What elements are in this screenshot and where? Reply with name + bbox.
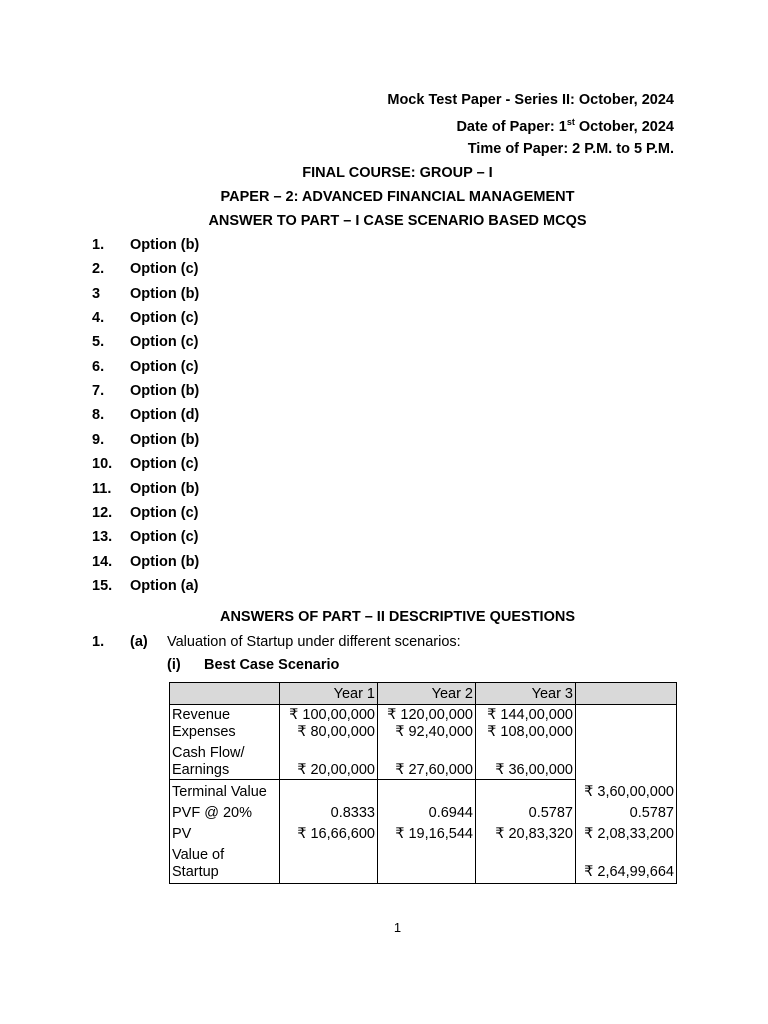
cell-terminal: ₹ 3,60,00,000	[576, 780, 677, 802]
header-cell	[170, 683, 280, 705]
mcq-number: 7.	[92, 383, 105, 400]
table-row-pvf	[170, 801, 677, 822]
sub-title: Best Case Scenario	[204, 657, 340, 673]
row-label: PVF @ 20%	[170, 801, 280, 822]
cell-year1	[280, 780, 378, 802]
mcq-number: 3	[92, 285, 101, 302]
mcq-answer-item	[92, 554, 199, 570]
date-of-paper: Date of Paper: 1st October, 2024	[456, 117, 674, 135]
cell-year1: ₹ 100,00,000	[280, 705, 378, 725]
question-part: (a)	[130, 634, 148, 650]
cell-year3: ₹ 108,00,000	[476, 724, 576, 741]
mcq-number: 11.	[92, 480, 112, 497]
mcq-answer-item	[92, 383, 199, 399]
paper-heading: PAPER – 2: ADVANCED FINANCIAL MANAGEMENT	[220, 189, 575, 205]
table-row-pv	[170, 822, 677, 843]
mcq-number: 13.	[92, 529, 113, 546]
mcq-number: 8.	[92, 407, 105, 424]
mcq-number: 5.	[92, 334, 105, 351]
mcq-option: Option (c)	[130, 334, 199, 351]
mcq-number: 4.	[92, 310, 105, 327]
row-label: Terminal Value	[170, 780, 280, 802]
header-cell: Year 1	[280, 683, 378, 705]
row-label: PV	[170, 822, 280, 843]
mcq-number: 2.	[92, 261, 105, 278]
part1-heading: ANSWER TO PART – I CASE SCENARIO BASED MCQS	[208, 213, 587, 229]
table-header-row	[170, 683, 677, 705]
cell-year1	[280, 843, 378, 884]
mcq-answer-item	[92, 505, 198, 521]
time-of-paper: Time of Paper: 2 P.M. to 5 P.M.	[467, 141, 674, 157]
cell-year2: ₹ 27,60,000	[378, 741, 476, 780]
cell-terminal: ₹ 2,64,99,664	[576, 843, 677, 884]
question-1a	[92, 634, 692, 652]
mcq-option: Option (b)	[130, 431, 200, 448]
sub-heading-best-case	[167, 657, 467, 675]
mcq-number: 12.	[92, 504, 113, 521]
mcq-answer-item	[92, 261, 198, 277]
mcq-option: Option (b)	[130, 553, 200, 570]
mcq-number: 14.	[92, 553, 113, 570]
mcq-option: Option (c)	[130, 261, 199, 278]
cell-terminal	[576, 705, 677, 780]
cell-year3	[476, 780, 576, 802]
cell-year2	[378, 780, 476, 802]
mock-test-title: Mock Test Paper - Series II: October, 2024	[387, 92, 674, 108]
row-label: Cash Flow/ Earnings	[170, 741, 280, 780]
part2-heading: ANSWERS OF PART – II DESCRIPTIVE QUESTIONS	[219, 609, 576, 625]
mcq-answer-item	[92, 286, 199, 302]
page-number: 1	[393, 920, 402, 935]
question-text: Valuation of Startup under different scenarios:	[167, 634, 461, 650]
mcq-answer-item	[92, 578, 198, 594]
mcq-answer-item	[92, 237, 199, 253]
mcq-number: 15.	[92, 577, 113, 594]
mcq-answer-item	[92, 432, 199, 448]
mcq-option: Option (c)	[130, 456, 199, 473]
cell-year2: ₹ 19,16,544	[378, 822, 476, 843]
row-label: Expenses	[170, 724, 280, 741]
mcq-answer-item	[92, 310, 198, 326]
mcq-option: Option (b)	[130, 237, 200, 253]
table-row-value	[170, 843, 677, 884]
cell-year1: 0.8333	[280, 801, 378, 822]
mcq-option: Option (b)	[130, 480, 200, 497]
mcq-answer-item	[92, 359, 198, 375]
mcq-option: Option (c)	[130, 529, 199, 546]
cell-year2: 0.6944	[378, 801, 476, 822]
cell-terminal: 0.5787	[576, 801, 677, 822]
cell-year2: ₹ 120,00,000	[378, 705, 476, 725]
mcq-option: Option (c)	[130, 358, 199, 375]
valuation-table	[169, 682, 677, 884]
mcq-option: Option (b)	[130, 383, 200, 400]
mcq-answer-item	[92, 456, 198, 472]
cell-terminal: ₹ 2,08,33,200	[576, 822, 677, 843]
mcq-number: 9.	[92, 431, 105, 448]
cell-year3: ₹ 36,00,000	[476, 741, 576, 780]
cell-year3: ₹ 20,83,320	[476, 822, 576, 843]
question-number: 1.	[92, 634, 105, 650]
mcq-answer-item	[92, 529, 198, 545]
mcq-option: Option (c)	[130, 310, 199, 327]
mcq-answer-item	[92, 334, 198, 350]
header-cell: Year 3	[476, 683, 576, 705]
header-cell	[576, 683, 677, 705]
mcq-option: Option (a)	[130, 577, 199, 594]
mcq-option: Option (c)	[130, 504, 199, 521]
course-heading: FINAL COURSE: GROUP – I	[302, 165, 493, 181]
mcq-answer-item	[92, 407, 199, 423]
mcq-number: 6.	[92, 358, 105, 375]
mcq-answer-item	[92, 481, 199, 497]
header-cell: Year 2	[378, 683, 476, 705]
row-label: Revenue	[170, 705, 280, 725]
mcq-number: 10.	[92, 456, 113, 473]
cell-year1: ₹ 20,00,000	[280, 741, 378, 780]
cell-year3	[476, 843, 576, 884]
table-row-terminal	[170, 780, 677, 802]
cell-year2	[378, 843, 476, 884]
cell-year3: ₹ 144,00,000	[476, 705, 576, 725]
mcq-option: Option (b)	[130, 285, 200, 302]
cell-year1: ₹ 80,00,000	[280, 724, 378, 741]
table-row-revenue	[170, 705, 677, 725]
row-label: Value of Startup	[170, 843, 280, 884]
cell-year1: ₹ 16,66,600	[280, 822, 378, 843]
cell-year3: 0.5787	[476, 801, 576, 822]
sub-number: (i)	[167, 657, 181, 673]
cell-year2: ₹ 92,40,000	[378, 724, 476, 741]
mcq-number: 1.	[92, 237, 105, 253]
mcq-option: Option (d)	[130, 407, 200, 424]
